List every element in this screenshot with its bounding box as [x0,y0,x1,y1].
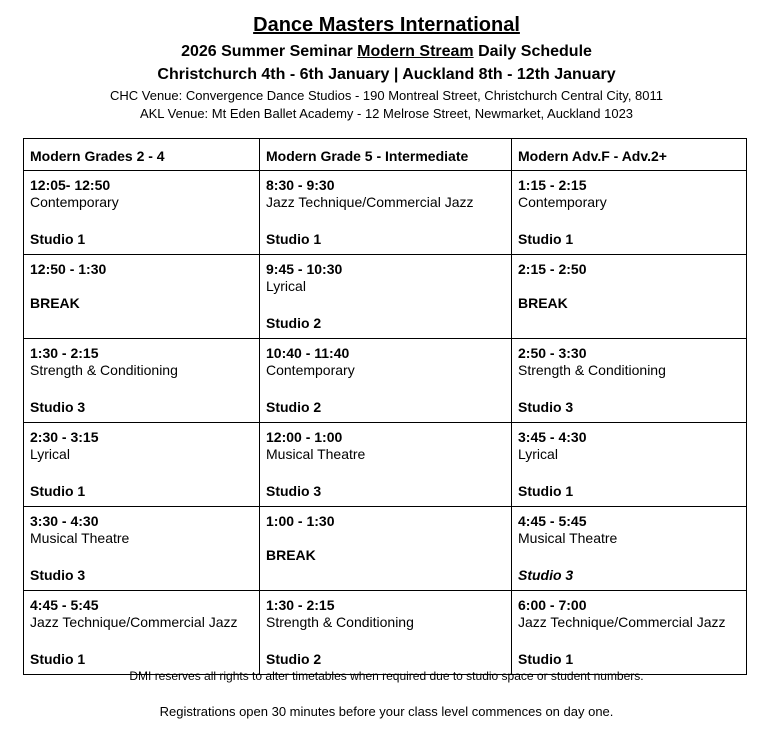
chc-venue: CHC Venue: Convergence Dance Studios - 190 Montreal Street, Christchurch Central City, 8011 [109,88,663,103]
class-name: Jazz Technique/Commercial Jazz [266,194,474,210]
session-time: 2:15 - 2:50 [518,261,587,277]
session-time: 1:15 - 2:15 [518,177,587,193]
studio-label: Studio 3 [30,399,86,415]
session-block [30,513,253,590]
subtitle-prefix: 2026 Summer Seminar [181,43,358,60]
session-block [266,345,505,422]
registration-notice: Registrations open 30 minutes before your class level commences on day one. [159,704,614,719]
session-block [30,345,253,422]
session-time: 2:30 - 3:15 [30,429,99,445]
schedule-cell [24,171,260,255]
schedule-cell [24,591,260,675]
session-time: 12:00 - 1:00 [266,429,343,445]
class-name: Jazz Technique/Commercial Jazz [518,614,726,630]
session-time: 3:45 - 4:30 [518,429,587,445]
session-block [30,177,253,254]
schedule-cell [260,507,512,591]
table-row [24,591,747,675]
schedule-cell [260,171,512,255]
schedule-cell [260,255,512,339]
session-time: 4:45 - 5:45 [30,597,99,613]
class-name: Lyrical [266,278,306,294]
column-header: Modern Adv.F - Adv.2+ [512,139,747,171]
session-block [266,177,505,254]
table-header-row [24,139,747,171]
session-time: 1:00 - 1:30 [266,513,335,529]
class-name: Jazz Technique/Commercial Jazz [30,614,238,630]
studio-label: Studio 1 [266,231,322,247]
table-row [24,423,747,507]
schedule-cell [260,339,512,423]
studio-label: Studio 2 [266,399,322,415]
akl-venue: AKL Venue: Mt Eden Ballet Academy - 12 Melrose Street, Newmarket, Auckland 1023 [139,106,634,121]
session-time: 10:40 - 11:40 [266,345,350,361]
table-row [24,507,747,591]
session-block [30,261,253,338]
studio-label: Studio 1 [518,231,574,247]
session-block [266,261,505,338]
schedule-cell [512,423,747,507]
break-label: BREAK [518,295,568,311]
session-block [30,597,253,674]
break-label: BREAK [266,547,316,563]
column-header: Modern Grades 2 - 4 [24,139,260,171]
studio-label: Studio 3 [518,399,574,415]
studio-label: Studio 1 [518,483,574,499]
class-name: Contemporary [30,194,119,210]
session-time: 12:05- 12:50 [30,177,111,193]
schedule-cell [260,591,512,675]
session-time: 3:30 - 4:30 [30,513,99,529]
studio-label: Studio 2 [266,651,322,667]
session-time: 12:50 - 1:30 [30,261,107,277]
session-time: 1:30 - 2:15 [266,597,335,613]
class-name: Strength & Conditioning [266,614,414,630]
studio-label: Studio 3 [30,567,86,583]
studio-label: Studio 1 [30,231,86,247]
session-time: 9:45 - 10:30 [266,261,343,277]
schedule-cell [512,255,747,339]
session-block [518,429,740,506]
class-name: Musical Theatre [518,530,618,546]
seminar-dates: Christchurch 4th - 6th January | Auckland 8th - 12th January [157,66,616,83]
schedule-cell [512,507,747,591]
class-name: Strength & Conditioning [30,362,178,378]
rights-notice: DMI reserves all rights to alter timetables when required due to studio space or student numbers. [129,669,644,683]
session-block [518,597,740,674]
schedule-cell [24,423,260,507]
class-name: Lyrical [30,446,70,462]
column-header: Modern Grade 5 - Intermediate [260,139,512,171]
class-name: Lyrical [518,446,558,462]
session-time: 8:30 - 9:30 [266,177,335,193]
session-block [30,429,253,506]
studio-label: Studio 2 [266,315,322,331]
class-name: Contemporary [518,194,607,210]
break-label: BREAK [30,295,80,311]
session-block [266,429,505,506]
session-block [518,177,740,254]
studio-label: Studio 1 [30,483,86,499]
class-name: Contemporary [266,362,355,378]
schedule-cell [260,423,512,507]
schedule-cell [24,255,260,339]
schedule-cell [512,591,747,675]
document-header [0,12,773,123]
schedule-cell [512,339,747,423]
subtitle-stream: Modern Stream [357,43,474,60]
studio-label: Studio 3 [518,567,574,583]
session-time: 2:50 - 3:30 [518,345,587,361]
table-row [24,171,747,255]
class-name: Musical Theatre [266,446,366,462]
session-block [518,261,740,338]
schedule-cell [24,339,260,423]
table-row [24,339,747,423]
session-block [518,345,740,422]
studio-label: Studio 1 [30,651,86,667]
studio-label: Studio 3 [266,483,322,499]
session-time: 6:00 - 7:00 [518,597,587,613]
schedule-cell [512,171,747,255]
class-name: Musical Theatre [30,530,130,546]
subtitle-suffix: Daily Schedule [473,43,592,60]
session-block [518,513,740,590]
session-time: 1:30 - 2:15 [30,345,99,361]
document-subtitle [0,41,773,63]
session-time: 4:45 - 5:45 [518,513,587,529]
class-name: Strength & Conditioning [518,362,666,378]
document-title: Dance Masters International [253,14,520,36]
schedule-cell [24,507,260,591]
table-row [24,255,747,339]
schedule-table [23,138,747,675]
session-block [266,513,505,590]
studio-label: Studio 1 [518,651,574,667]
session-block [266,597,505,674]
